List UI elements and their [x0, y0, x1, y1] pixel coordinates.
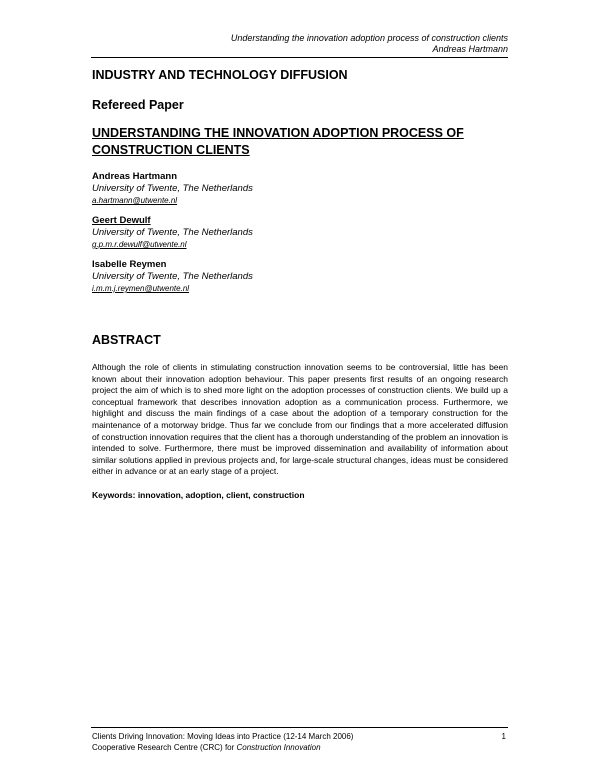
author-block: [92, 215, 508, 250]
footer-org-italic: Construction Innovation: [236, 743, 321, 752]
footer-org: Cooperative Research Centre (CRC) for: [92, 743, 237, 752]
abstract-heading: ABSTRACT: [92, 333, 161, 347]
header-rule: [91, 57, 508, 58]
keywords: Keywords: innovation, adoption, client, construction: [92, 489, 305, 500]
running-title: Understanding the innovation adoption process of construction clients: [230, 33, 508, 43]
author-block: [92, 171, 508, 206]
author-affiliation: University of Twente, The Netherlands: [92, 183, 253, 194]
author-email-link[interactable]: a.hartmann@utwente.nl: [92, 196, 178, 205]
paper-type: Refereed Paper: [92, 98, 184, 112]
author-block: [92, 259, 508, 294]
abstract-text: Although the role of clients in stimulating construction innovation seems to be controversial, little has been known about their innovation adoption behaviour. This paper presents first results of an ongoing research project the aim of which is to shed more light on the adoption processes of construction clients. We build up a conceptual framework that describes innovation adoption as a communication process. Furthermore, we highlight and discuss the main findings of a case about the adoption of a temporary construction for the maintenance of a motorway bridge. Thus far we conclude from our findings that a more accelerated diffusion of construction innovation requires that the client has a thorough understanding of the problem an innovation is intended to solve. Furthermore, there must be improved dissemination and availability of information about similar solutions applied in previous projects and, for large-scale structural changes, ideas must be considered either in advance or at an early stage of a project.: [92, 362, 508, 477]
author-name: Geert Dewulf: [92, 215, 151, 226]
author-email-link[interactable]: g.p.m.r.dewulf@utwente.nl: [92, 240, 187, 249]
paper-title: UNDERSTANDING THE INNOVATION ADOPTION PROCESS OF CONSTRUCTION CLIENTS: [92, 126, 464, 157]
author-name: Andreas Hartmann: [92, 171, 177, 182]
author-name: Isabelle Reymen: [92, 259, 167, 270]
running-header: [88, 33, 508, 55]
page-footer: [92, 731, 508, 753]
running-author: Andreas Hartmann: [432, 44, 508, 54]
page-content: [92, 67, 508, 501]
track-title: INDUSTRY AND TECHNOLOGY DIFFUSION: [92, 68, 348, 82]
author-affiliation: University of Twente, The Netherlands: [92, 227, 253, 238]
author-email-link[interactable]: i.m.m.j.reymen@utwente.nl: [92, 284, 190, 293]
page-number: 1: [501, 732, 506, 741]
footer-conference: Clients Driving Innovation: Moving Ideas into Practice (12-14 March 2006): [92, 732, 354, 741]
author-affiliation: University of Twente, The Netherlands: [92, 271, 253, 282]
author-list: [92, 171, 508, 294]
footer-rule: [91, 727, 508, 728]
